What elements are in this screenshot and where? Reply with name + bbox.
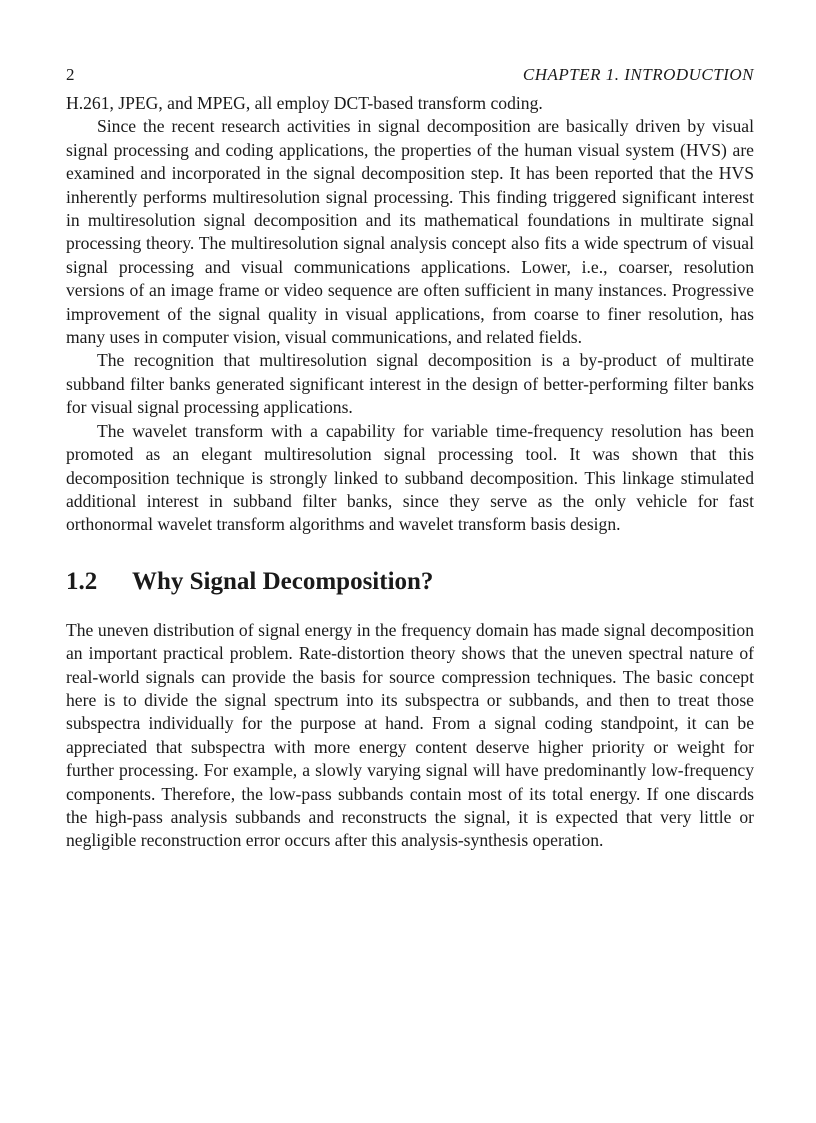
section-number: 1.2 xyxy=(66,567,98,595)
chapter-title: CHAPTER 1. INTRODUCTION xyxy=(522,65,754,84)
running-head xyxy=(66,62,754,92)
paragraph-filter-banks: The recognition that multiresolution signal decomposition is a by-product of multirate subband filter banks generated significant interest in the design of better-performing filter banks for visual signal processing applications. xyxy=(66,350,754,418)
book-page xyxy=(66,62,754,853)
section-title: Why Signal Decomposition? xyxy=(132,567,434,595)
paragraph-continuation: H.261, JPEG, and MPEG, all employ DCT-based transform coding. xyxy=(66,93,543,113)
paragraph-hvs: Since the recent research activities in signal decomposition are basically driven by visual signal processing and coding applications, the properties of the human visual system (HVS) are examined and incorporated in the signal decomposition step. It has been reported that the HVS inherently performs multiresolution signal processing. This finding triggered significant interest in multiresolution signal decomposition and its mathematical foundations in multirate signal processing theory. The multiresolution signal analysis concept also fits a wide spectrum of visual signal processing and visual communications applications. Lower, i.e., coarser, resolution versions of an image frame or video sequence are often sufficient in many instances. Progressive improvement of the signal quality in visual applications, from coarse to finer resolution, has many uses in computer vision, visual communications, and related fields. xyxy=(66,116,754,348)
section-heading xyxy=(66,567,754,597)
paragraph-signal-energy: The uneven distribution of signal energy in the frequency domain has made signal decomposition an important practical problem. Rate-distortion theory shows that the uneven spectral nature of real-world signals can provide the basis for source compression techniques. The basic concept here is to divide the signal spectrum into its subspectra or subbands, and then to treat those subspectra individually for the purpose at hand. From a signal coding standpoint, it can be appreciated that subspectra with more energy content deserve higher priority or weight for further processing. For example, a slowly varying signal will have predominantly low-frequency components. Therefore, the low-pass subbands contain most of its total energy. If one discards the high-pass analysis subbands and reconstructs the signal, it is expected that very little or negligible reconstruction error occurs after this analysis-synthesis operation. xyxy=(66,619,754,851)
paragraph-wavelet: The wavelet transform with a capability for variable time-frequency resolution has been promoted as an elegant multiresolution signal processing tool. It was shown that this decomposition technique is strongly linked to subband decomposition. This linkage stimulated additional interest in subband filter banks, since they serve as the only vehicle for fast orthonormal wavelet transform algorithms and wavelet transform basis design. xyxy=(66,420,754,535)
page-number: 2 xyxy=(66,65,75,84)
